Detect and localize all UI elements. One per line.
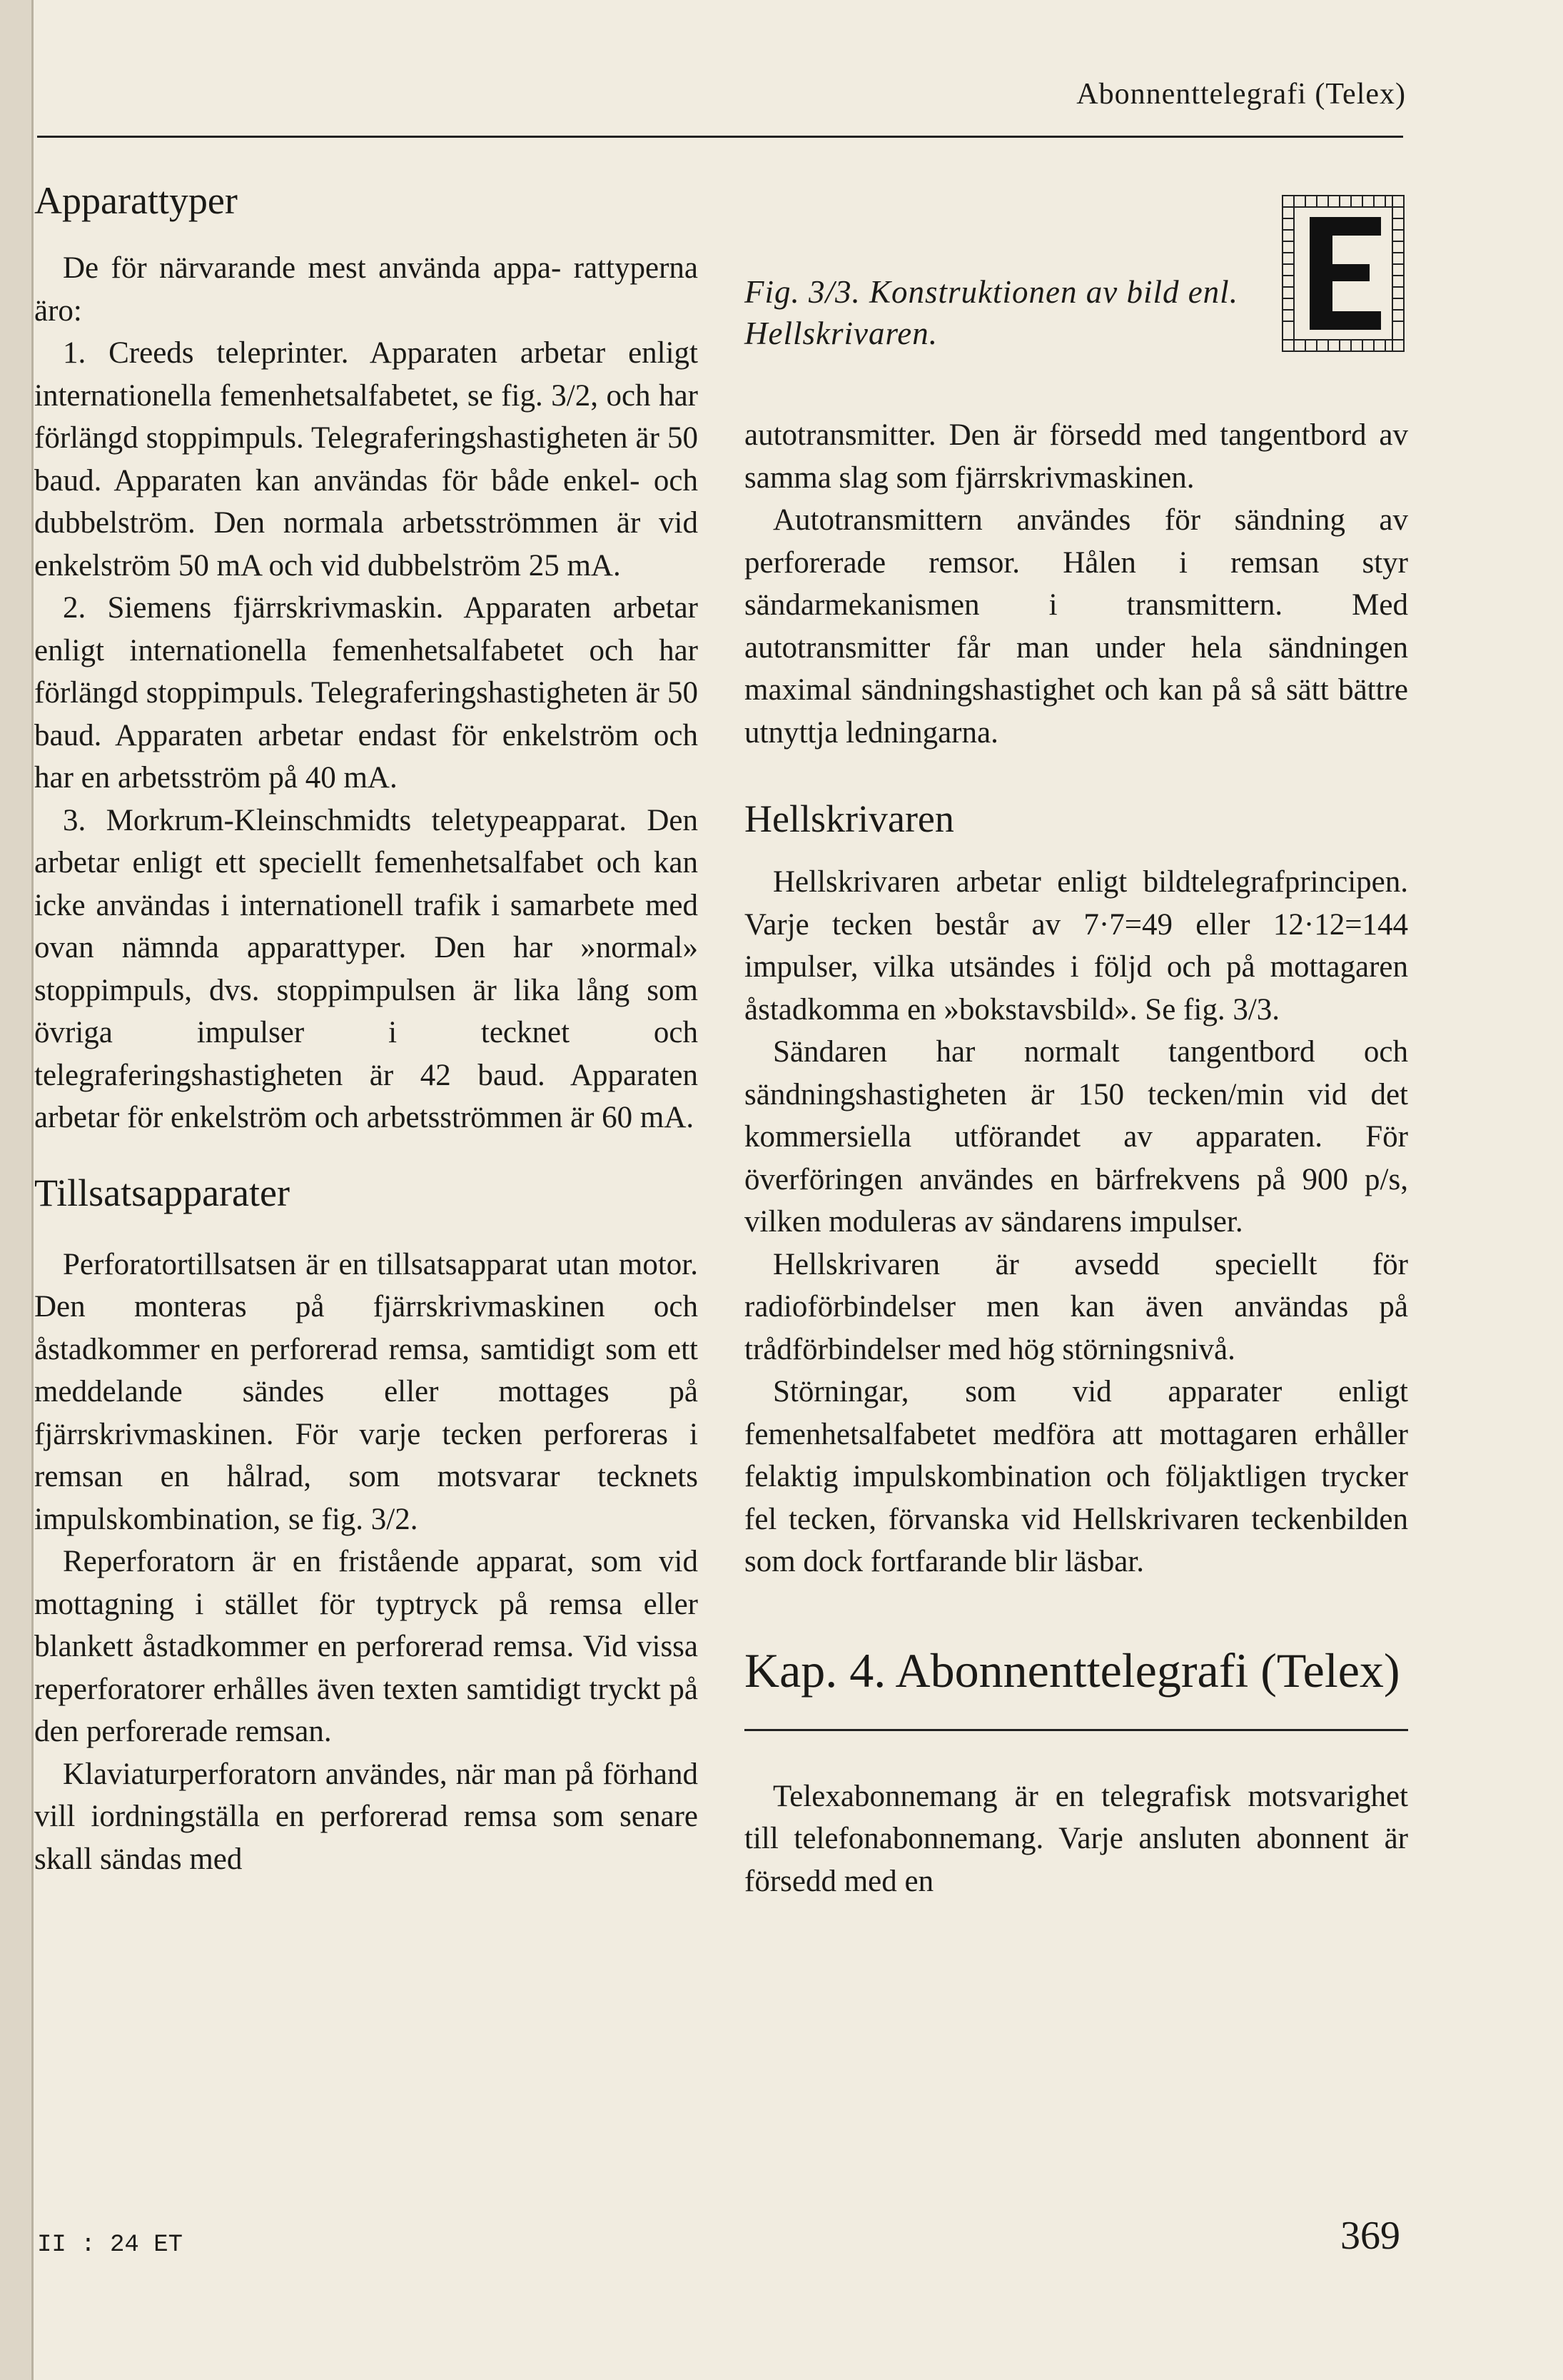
letter-grid-figure — [1281, 194, 1405, 353]
paragraph: De för närvarande mest använda appa- rattyperna äro: — [34, 251, 698, 328]
footer-signature: II : 24 ET — [37, 2232, 183, 2259]
chapter-title: Kap. 4. Abonnenttelegrafi (Telex) — [744, 1643, 1400, 1698]
paragraph: Reperforatorn är en fristående apparat, som vid mottagning i stället för typtryck på remsa eller blankett åstadkommer en perforerad remsa. Vid vissa reperforatorer erhålles även texten samtidigt tryckt på den perforerade remsan. — [34, 1545, 698, 1749]
page-edge — [0, 0, 33, 2380]
paragraph: Perforatortillsatsen är en tillsatsapparat utan motor. Den monteras på fjärrskrivmaskinen och åstadkommer en perforerad remsa, samtidigt som ett meddelande sändes eller mottages på fjärrskrivmaskinen. För varje tecken perforeras i remsan en hålrad, som motsvarar tecknets impulskombination, se fig. 3/2. — [34, 1247, 698, 1536]
paragraph: Klaviaturperforatorn användes, när man på förhand vill iordningställa en perforerad remsa som senare skall sändas med — [34, 1757, 698, 1876]
section-title-tillsatsapparater: Tillsatsapparater — [34, 1171, 290, 1214]
paragraph: Hellskrivaren arbetar enligt bildtelegrafprincipen. Varje tecken består av 7·7=49 eller 12·12=144 impulser, vilka utsändes i följd och på mottagaren åstadkomma en »bokstavsbild». Se fig. 3/3. — [744, 865, 1408, 1027]
paragraph: Autotransmittern användes för sändning av perforerade remsor. Hålen i remsan styr sändarmekanismen i transmittern. Med autotransmitter får man under hela sändningen maximal sändningshastighet och kan på så sätt bättre utnyttja ledningarna. — [744, 503, 1408, 750]
paragraph: Hellskrivaren är avsedd speciellt för radioförbindelser men kan även användas på trådförbindelser med hög störningsnivå. — [744, 1247, 1408, 1366]
right-column — [744, 178, 1408, 1902]
page-number: 369 — [1340, 2214, 1400, 2258]
left-column — [34, 178, 698, 1880]
figure-3-3 — [744, 178, 1408, 414]
header-rule — [37, 136, 1403, 138]
running-head: Abonnenttelegrafi (Telex) — [1076, 78, 1406, 111]
paragraph: autotransmitter. Den är försedd med tangentbord av samma slag som fjärrskrivmaskinen. — [744, 418, 1408, 495]
paragraph: 1. Creeds teleprinter. Apparaten arbetar enligt internationella femenhetsalfabetet, se fig. 3/2, och har förlängd stoppimpuls. Telegraferingshastigheten är 50 baud. Apparaten kan användas för både enkel- och dubbelström. Den normala arbetsströmmen är vid enkelström 50 mA och vid dubbelström 25 mA. — [34, 336, 698, 583]
paragraph: 2. Siemens fjärrskrivmaskin. Apparaten arbetar enligt internationella femenhetsalfabetet och har förlängd stoppimpuls. Telegraferingshastigheten är 50 baud. Apparaten arbetar endast för enkelström och har en arbetsström på 40 mA. — [34, 591, 698, 795]
section-title-apparattyper: Apparattyper — [34, 179, 238, 222]
section-title-hellskrivaren: Hellskrivaren — [744, 797, 954, 840]
paragraph: Störningar, som vid apparater enligt femenhetsalfabetet medföra att mottagaren erhåller felaktig impulskombination och följaktligen trycker fel tecken, förvanska vid Hellskrivaren teckenbilden som dock fortfarande blir läsbar. — [744, 1375, 1408, 1579]
paragraph: Sändaren har normalt tangentbord och sändningshastigheten är 150 tecken/min vid det kommersiella utförandet av apparaten. För överföringen användes en bärfrekvens på 900 p/s, vilken moduleras av sändarens impulser. — [744, 1035, 1408, 1239]
paragraph: Telexabonnemang är en telegrafisk motsvarighet till telefonabonnemang. Varje ansluten abonnent är försedd med en — [744, 1779, 1408, 1898]
paragraph: 3. Morkrum-Kleinschmidts teletypeapparat. Den arbetar enligt ett speciellt femenhetsalfabet och kan icke användas i internationell trafik i samarbete med ovan nämnda apparattyper. Den har »normal» stoppimpuls, dvs. stoppimpulsen är lika lång som övriga impulser i tecknet och telegraferingshastigheten är 42 baud. Apparaten arbetar för enkelström och arbetsströmmen är 60 mA. — [34, 803, 698, 1135]
figure-caption: Fig. 3/3. Konstruktionen av bild enl. Hellskrivaren. — [744, 274, 1238, 351]
binding-line — [31, 0, 34, 2380]
